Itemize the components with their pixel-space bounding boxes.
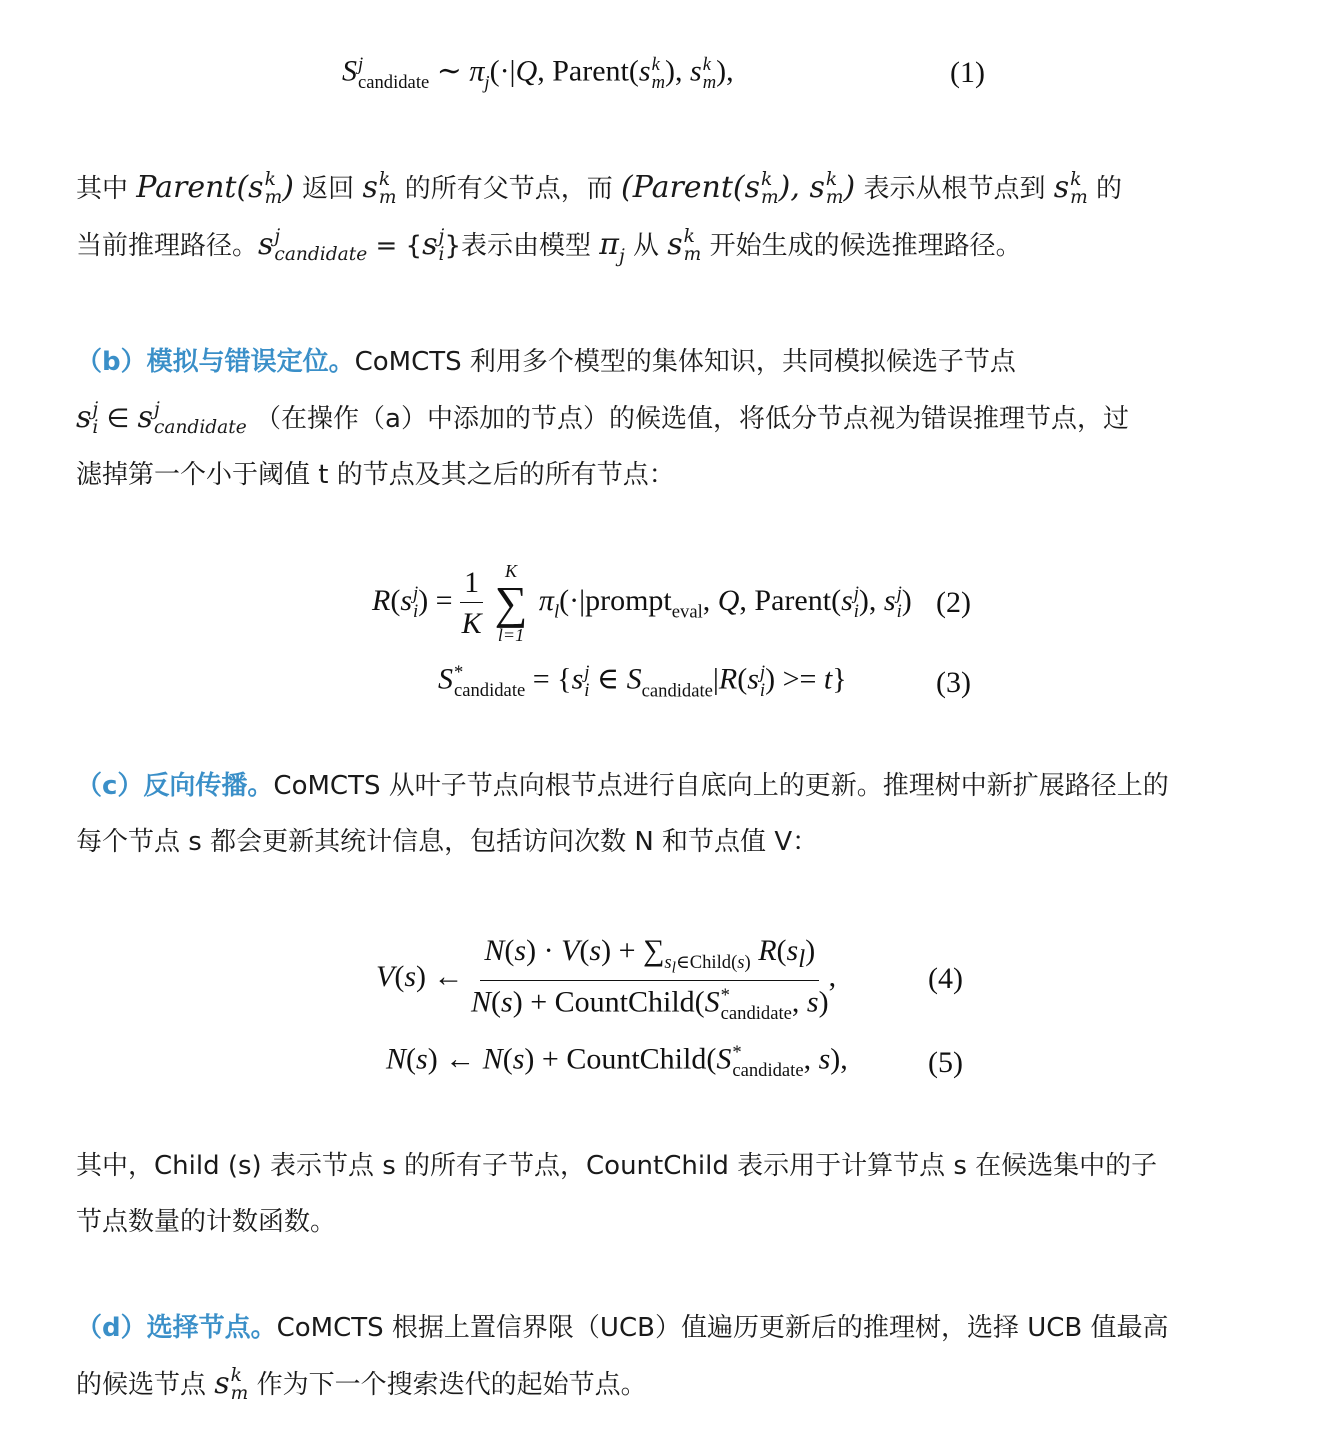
paragraph-child-definition: 其中，Child (s) 表示节点 s 的所有子节点，CountChild 表示用于计算节点 s 在候选集中的子 节点数量的计数函数。 [76, 1151, 1158, 1237]
paragraph-parent-definition: 其中 Parent(s k m ) 返回 s k m 的所有父节点，而 (Parent(s k m ), s k m ) 表示从根节点到 s k m 的 当前推理路径。s j candidate = {s j i }表示由模型 $\pi_j$ 从 s k m 开始生成的候选推理路径。 [76, 169, 1123, 267]
equation-2-number: (2) [936, 586, 971, 619]
equation-5-number: (5) [928, 1046, 963, 1079]
section-heading-b: （b）模拟与错误定位。 [76, 347, 355, 377]
equation-4-number: (4) [928, 962, 963, 995]
paragraph-selection: （d）选择节点。CoMCTS 根据上置信界限（UCB）值遍历更新后的推理树，选择 UCB 值最高 的候选节点 s k m 作为下一个搜索迭代的起始节点。 [76, 1313, 1169, 1404]
equation-5: N(s) ← N(s) + CountChild(S * candidate , s), [386, 1042, 848, 1081]
paragraph-backprop: （c）反向传播。CoMCTS 从叶子节点向根节点进行自底向上的更新。推理树中新扩展路径上的 每个节点 s 都会更新其统计信息，包括访问次数 N 和节点值 V： [76, 771, 1169, 857]
section-heading-d: （d）选择节点。 [76, 1313, 277, 1343]
equation-3-number: (3) [936, 666, 971, 699]
paragraph-simulation: （b）模拟与错误定位。CoMCTS 利用多个模型的集体知识，共同模拟候选子节点 s j i ∈ s j candidate （在操作（a）中添加的节点）的候选值，将低分节点视为错误推理节点，过 滤掉第一个小于阈值 t 的节点及其之后的所有节点： [76, 347, 1129, 490]
equation-1: S j candidate ∼ $\pi_j(\cdot|Q$, Parent(s k m ), s k m ), [342, 54, 734, 94]
section-heading-c: （c）反向传播。 [76, 771, 274, 801]
equation-3: S * candidate = {s j i ∈ $S_{candidate}|R(s$ j i ) >= t} [438, 662, 847, 702]
equation-2: R(s j i ) = $\frac{1}{K}$ K ∑ l=1 $\pi_l(\cdot|prompt_{eval}$, Q, Parent(s j i ), s j i ) [372, 561, 912, 645]
equation-4: V(s) ← $N(s) \cdot V(s) + \sum_{s_l\in Child(s)}$ $R(s_l)$ N(s) + CountChild(S * candidate , s) , [376, 934, 837, 1024]
equation-1-number: (1) [950, 56, 985, 89]
